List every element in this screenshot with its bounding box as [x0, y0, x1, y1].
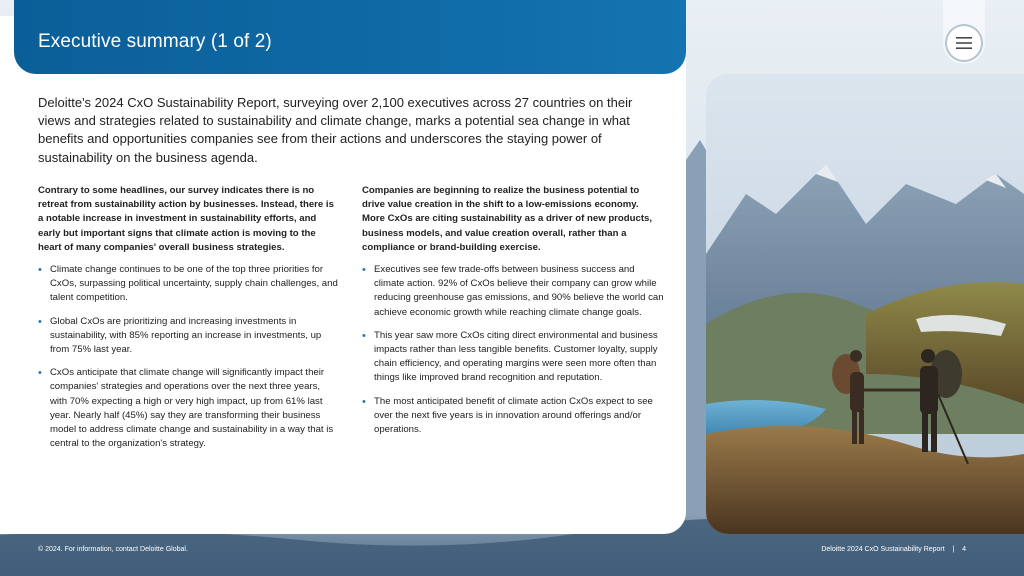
- hamburger-menu-icon: [956, 37, 972, 49]
- bullet-icon: •: [362, 329, 366, 342]
- bullet-icon: •: [38, 315, 42, 328]
- page-number: 4: [962, 546, 966, 553]
- right-bullet-list: [362, 263, 664, 437]
- right-lead: Companies are beginning to realize the business potential to drive value creation in the shift to a low-emissions economy. More CxOs are citing sustainability as a driver of new products, business models, and value creation overall, rather than a compliance or brand-building exercise.: [362, 185, 653, 253]
- footer-report: [821, 546, 966, 553]
- right-column: [362, 184, 664, 446]
- list-item: • Executives see few trade-offs between business success and climate action. 92% of CxOs believe their company can grow while reducing greenhouse gas emissions, and 90% believe the world can achieve economic growth while reaching climate change goals.: [362, 264, 664, 318]
- list-item: • The most anticipated benefit of climate action CxOs expect to see over the next five years is in innovation around offerings and/or operations.: [362, 395, 653, 436]
- title-bar: [14, 0, 686, 74]
- list-item: • Climate change continues to be one of the top three priorities for CxOs, surpassing political uncertainty, supply chain challenges, and talent competition.: [38, 264, 338, 304]
- page-title: Executive summary (1 of 2): [38, 31, 272, 52]
- left-bullet-list: [38, 263, 338, 451]
- bullet-icon: •: [38, 264, 42, 277]
- hikers-photo: [706, 74, 1024, 534]
- footer-copyright: © 2024. For information, contact Deloitte Global.: [38, 546, 188, 553]
- left-column: [38, 184, 338, 460]
- list-item: • Global CxOs are prioritizing and increasing investments in sustainability, with 85% reporting an increase in investments, up from 75% last year.: [38, 315, 322, 356]
- list-item: • CxOs anticipate that climate change will significantly impact their companies' strategies and operations over the next three years, with 70% expecting a high or very high impact, up from 61% last year. Nearly half (45%) say they are transforming their business model to address climate change and sustainability in a way that is central to the organization's strategy.: [38, 367, 334, 450]
- bullet-icon: •: [38, 367, 42, 380]
- intro-paragraph: Deloitte's 2024 CxO Sustainability Report, surveying over 2,100 executives across 27 countries on their views and strategies related to sustainability and climate change, marks a potential sea change in what benefits and opportunities companies see from their actions and underscores the staying power of sustainability on the business agenda.: [38, 95, 633, 165]
- left-lead: Contrary to some headlines, our survey indicates there is no retreat from sustainability action by businesses. Instead, there is a notable increase in investment in sustainability efforts, and early but important signs that climate action is moving to the heart of many companies' overall business strategies.: [38, 185, 334, 253]
- footer-report-name: Deloitte 2024 CxO Sustainability Report: [821, 546, 945, 553]
- bullet-icon: •: [362, 264, 366, 277]
- footer-separator: |: [952, 546, 955, 553]
- list-item: • This year saw more CxOs citing direct environmental and business impacts rather than less tangible benefits. Customer loyalty, supply chain efficiency, and operating margins were seen more often than things like improved brand recognition and reputation.: [362, 329, 658, 384]
- menu-button[interactable]: [947, 26, 981, 60]
- bullet-icon: •: [362, 395, 366, 408]
